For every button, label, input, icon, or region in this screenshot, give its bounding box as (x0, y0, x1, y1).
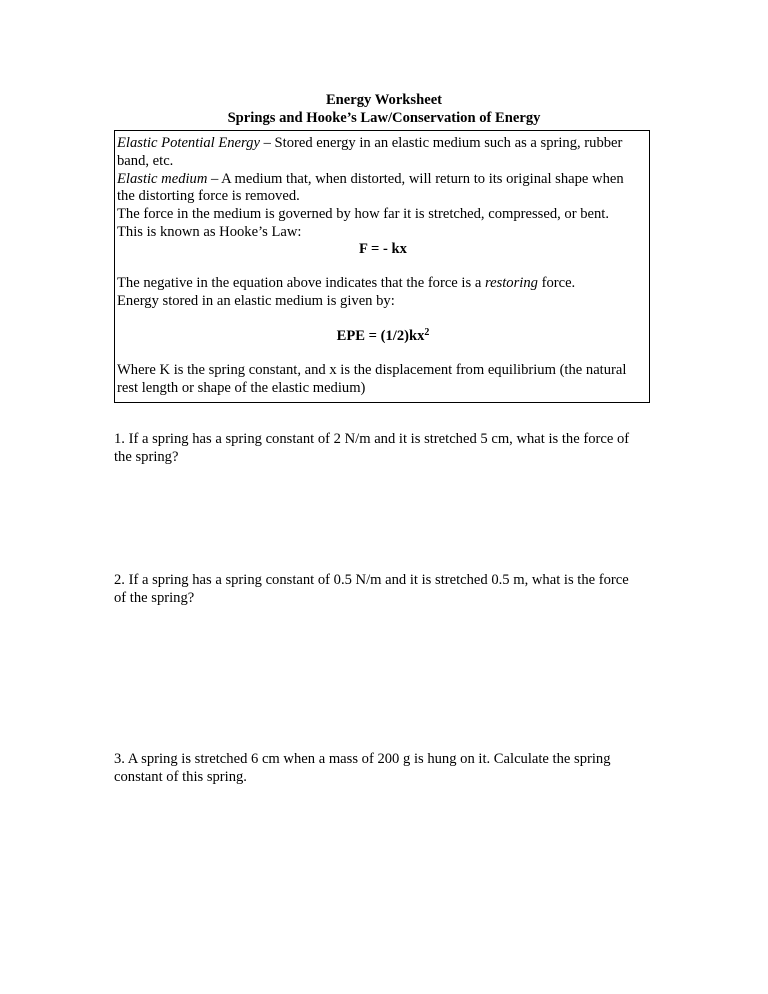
worksheet-subtitle: Springs and Hooke’s Law/Conservation of Energy (227, 110, 541, 126)
medium-definition-text: – A medium that, when distorted, will return to its original shape when (207, 171, 624, 187)
question-3-line-1: 3. A spring is stretched 6 cm when a mass of 200 g is hung on it. Calculate the spring (114, 751, 611, 767)
where-text-line-2: rest length or shape of the elastic medium) (117, 380, 366, 396)
epe-definition-text: – Stored energy in an elastic medium such as a spring, rubber (259, 135, 623, 151)
epe-equation-exponent: 2 (424, 327, 430, 338)
question-2-line-2: of the spring? (114, 590, 195, 606)
question-1-line-2: the spring? (114, 449, 179, 465)
question-1-line-1: 1. If a spring has a spring constant of 2 N/m and it is stretched 5 cm, what is the force of (114, 431, 630, 447)
epe-equation (115, 328, 651, 346)
epe-definition-line-1 (117, 135, 622, 153)
hooke-text-line-2: This is known as Hooke’s Law: (117, 224, 302, 240)
negative-sign-note (117, 275, 575, 293)
question-2-line-1: 2. If a spring has a spring constant of 0.5 N/m and it is stretched 0.5 m, what is the force (114, 572, 629, 588)
negative-note-pre: The negative in the equation above indicates that the force is a (117, 275, 485, 291)
worksheet-title: Energy Worksheet (325, 92, 443, 108)
hooke-text-line-1: The force in the medium is governed by how far it is stretched, compressed, or bent. (117, 206, 609, 222)
restoring-term: restoring (484, 275, 538, 291)
energy-stored-text: Energy stored in an elastic medium is given by: (117, 293, 395, 309)
medium-definition-line-2: the distorting force is removed. (117, 188, 300, 204)
definitions-box (114, 130, 650, 403)
epe-equation-base: EPE = (1/2)kx (336, 328, 425, 344)
epe-term: Elastic Potential Energy (117, 135, 260, 151)
epe-definition-line-2: band, etc. (117, 153, 174, 169)
medium-definition-line-1 (117, 171, 624, 189)
hooke-equation: F = - kx (359, 241, 407, 257)
where-text-line-1: Where K is the spring constant, and x is the displacement from equilibrium (the natural (117, 362, 627, 378)
negative-note-post: force. (537, 275, 576, 291)
medium-term: Elastic medium (117, 171, 208, 187)
question-3-line-2: constant of this spring. (114, 769, 247, 785)
